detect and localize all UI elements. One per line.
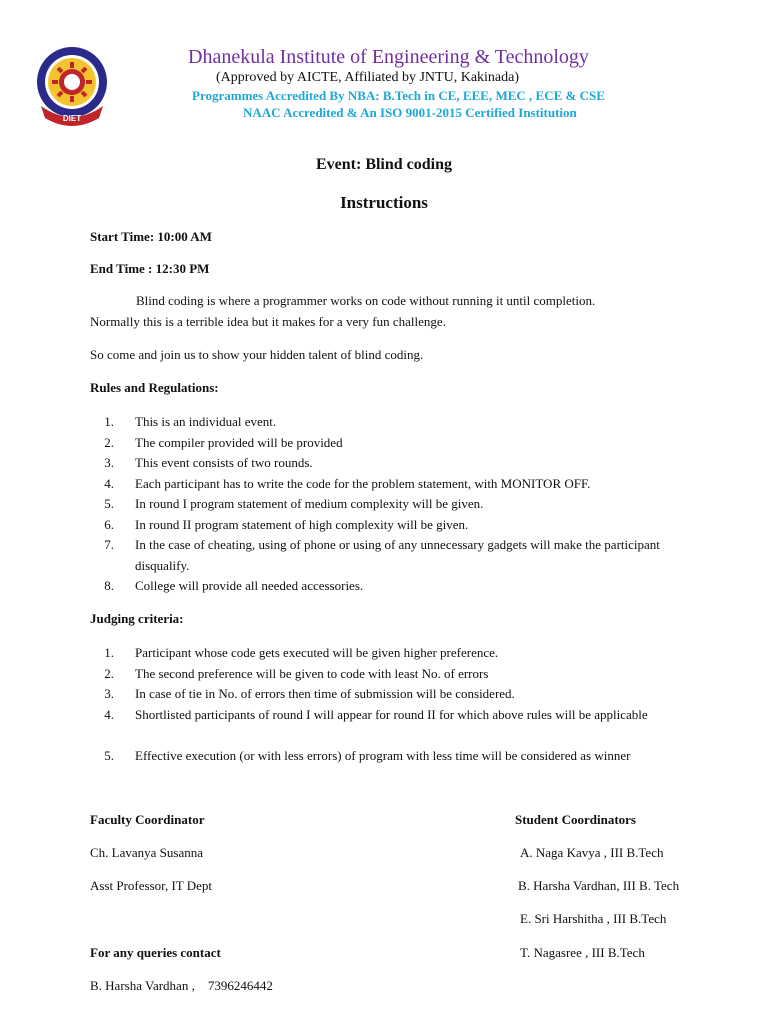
contact-heading: For any queries contact bbox=[90, 945, 221, 960]
instructions-title: Instructions bbox=[340, 193, 428, 212]
institute-name: Dhanekula Institute of Engineering & Technology bbox=[188, 46, 589, 68]
student-coordinator: E. Sri Harshitha , III B.Tech bbox=[520, 911, 667, 926]
invite-text: So come and join us to show your hidden talent of blind coding. bbox=[90, 347, 424, 362]
intro-line-2: Normally this is a terrible idea but it makes for a very fun challenge. bbox=[90, 314, 446, 329]
nba-accreditation: Programmes Accredited By NBA: B.Tech in CE, EEE, MEC , ECE & CSE bbox=[192, 88, 605, 103]
contact-info: B. Harsha Vardhan , 7396246442 bbox=[90, 978, 273, 993]
faculty-coordinator-heading: Faculty Coordinator bbox=[90, 812, 205, 827]
intro-line-1: Blind coding is where a programmer works on code without running it until completion. bbox=[136, 293, 596, 308]
judging-heading: Judging criteria: bbox=[90, 611, 184, 626]
student-coordinator: B. Harsha Vardhan, III B. Tech bbox=[518, 878, 680, 893]
start-time: Start Time: 10:00 AM bbox=[90, 229, 212, 244]
rules-heading: Rules and Regulations: bbox=[90, 380, 219, 395]
faculty-title: Asst Professor, IT Dept bbox=[90, 878, 213, 893]
student-coordinators-heading: Student Coordinators bbox=[515, 812, 636, 827]
student-coordinator: T. Nagasree , III B.Tech bbox=[520, 945, 645, 960]
event-title: Event: Blind coding bbox=[315, 156, 453, 173]
faculty-name: Ch. Lavanya Susanna bbox=[90, 845, 204, 860]
end-time: End Time : 12:30 PM bbox=[90, 261, 210, 276]
institute-logo bbox=[31, 44, 113, 126]
approval-text: (Approved by AICTE, Affiliated by JNTU, Kakinada) bbox=[216, 70, 520, 85]
student-coordinator: A. Naga Kavya , III B.Tech bbox=[520, 845, 664, 860]
naac-accreditation: NAAC Accredited & An ISO 9001-2015 Certified Institution bbox=[243, 105, 577, 120]
svg-text:DIET: DIET bbox=[62, 114, 82, 123]
